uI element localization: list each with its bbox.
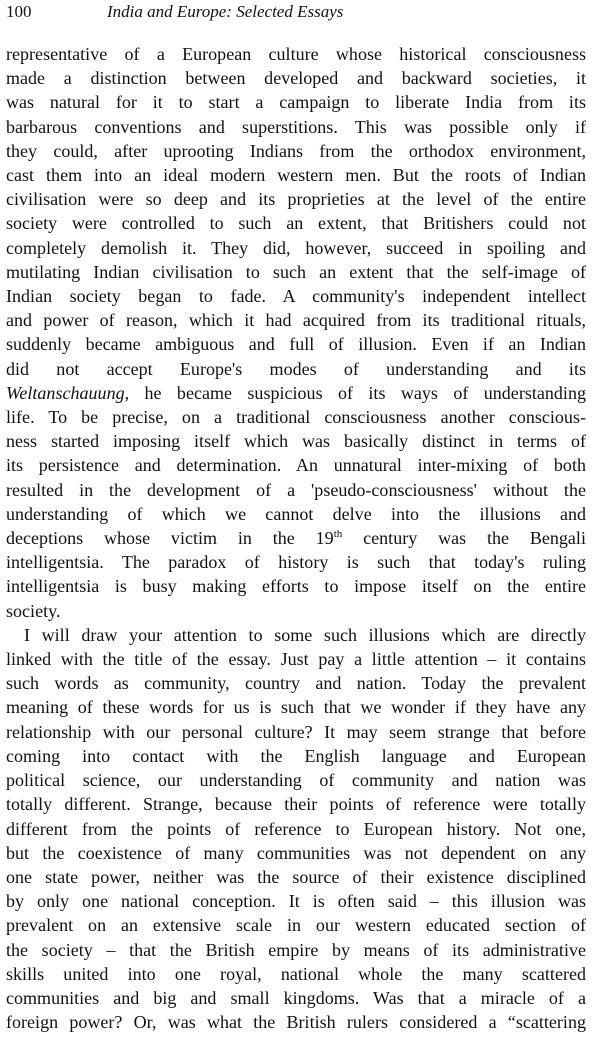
text-line: barbarous conventions and superstitions. This was possible only if xyxy=(6,116,586,137)
text-line: coming into contact with the English language and European xyxy=(6,745,586,766)
text-line: linked with the title of the essay. Just pay a little attention – it contains xyxy=(6,649,586,670)
text-line: resulted in the development of a 'pseudo-consciousness' without the xyxy=(6,479,586,500)
text-line: political science, our understanding of community and nation was xyxy=(6,770,586,791)
page-number: 100 xyxy=(6,2,32,21)
text-line: life. To be precise, on a traditional consciousness another conscious- xyxy=(6,407,586,428)
italic-term: Weltanschauung xyxy=(6,382,125,403)
text-line: prevalent on an extensive scale in our western educated section of xyxy=(6,915,586,936)
text-line: and power of reason, which it had acquired from its traditional rituals, xyxy=(6,310,586,331)
text-line: did not accept Europe's modes of understanding and its xyxy=(6,358,586,379)
text-line: skills united into one royal, national whole the many scattered xyxy=(6,963,586,984)
text-line: representative of a European culture whose historical consciousness xyxy=(6,44,586,64)
text-line: intelligentsia is busy making efforts to impose itself on the entire xyxy=(6,576,586,597)
text-line: they could, after uprooting Indians from the orthodox environment, xyxy=(6,140,586,161)
text-line: suddenly became ambiguous and full of illusion. Even if an Indian xyxy=(6,334,586,355)
text-line: ness started imposing itself which was basically distinct in terms of xyxy=(6,431,586,452)
text-line: foreign power? Or, was what the British rulers considered a “scattering xyxy=(6,1012,586,1033)
paragraph-2 xyxy=(6,623,586,1034)
text-line: society. xyxy=(6,600,61,621)
body-text xyxy=(6,42,586,1034)
text-line: the society – that the British empire by means of its administrative xyxy=(6,939,586,960)
running-title: India and Europe: Selected Essays xyxy=(107,2,344,21)
text-line: one state power, neither was the source of their existence disciplined xyxy=(6,866,586,887)
text-line: communities and big and small kingdoms. Was that a miracle of a xyxy=(6,987,586,1008)
text-line: by only one national conception. It is often said – this illusion was xyxy=(6,891,586,912)
text-line: Indian society began to fade. A community's independent intellect xyxy=(6,286,586,307)
text-line: civilisation were so deep and its proprieties at the level of the entire xyxy=(6,189,586,210)
text-line: such words as community, country and nation. Today the prevalent xyxy=(6,673,586,694)
text-line: totally different. Strange, because their points of reference were totally xyxy=(6,794,586,815)
line-fragment: century was the Bengali xyxy=(342,528,586,549)
superscript: th xyxy=(333,528,343,541)
running-head xyxy=(6,0,586,30)
text-line: relationship with our personal culture? It may seem strange that before xyxy=(6,721,586,742)
text-line: its persistence and determination. An unnatural inter-mixing of both xyxy=(6,455,586,476)
text-line: but the coexistence of many communities was not dependent on any xyxy=(6,842,586,863)
text-line: mutilating Indian civilisation to such an extent that the self-image of xyxy=(6,261,586,282)
text-line: understanding of which we cannot delve into the illusions and xyxy=(6,503,586,524)
text-line: I will draw your attention to some such illusions which are directly xyxy=(24,624,586,645)
text-line: society were controlled to such an extent, that Britishers could not xyxy=(6,213,586,234)
line-fragment: deceptions whose victim in the 19 xyxy=(6,528,334,549)
text-line-with-superscript xyxy=(6,526,586,550)
text-line: completely demolish it. They did, however, succeed in spoiling and xyxy=(6,237,586,258)
text-line: intelligentsia. The paradox of history is such that today's ruling xyxy=(6,552,586,573)
paragraph-1 xyxy=(6,42,586,623)
text-line: different from the points of reference to European history. Not one, xyxy=(6,818,586,839)
text-line: was natural for it to start a campaign to liberate India from its xyxy=(6,92,586,113)
text-line: made a distinction between developed and backward societies, it xyxy=(6,68,586,89)
text-line: meaning of these words for us is such that we wonder if they have any xyxy=(6,697,586,718)
line-fragment: , he became suspicious of its ways of understanding xyxy=(124,382,586,403)
text-line-with-italic xyxy=(6,381,586,405)
text-line: cast them into an ideal modern western men. But the roots of Indian xyxy=(6,165,586,186)
